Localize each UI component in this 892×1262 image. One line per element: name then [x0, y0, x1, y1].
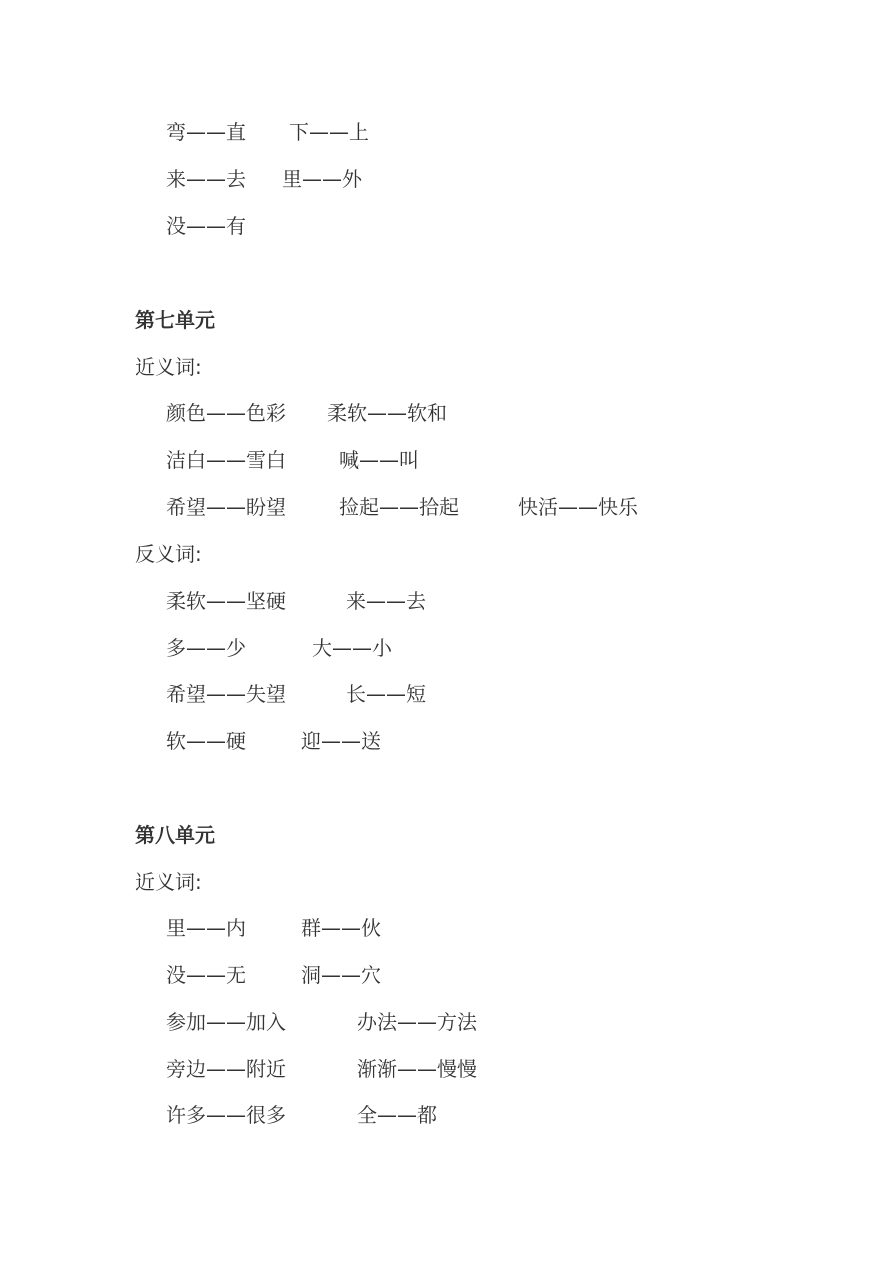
word-pair: 没——有	[166, 214, 246, 238]
word-pair: 参加——加入	[166, 1010, 286, 1034]
word-pair: 下——上	[289, 120, 369, 144]
word-pair: 里——外	[282, 167, 362, 191]
word-pair: 没——无	[166, 963, 246, 987]
word-pair: 群——伙	[301, 916, 381, 940]
word-pair: 颜色——色彩	[166, 401, 286, 425]
word-pair: 全——都	[357, 1103, 437, 1127]
word-pair: 来——去	[166, 167, 246, 191]
word-pair: 里——内	[166, 916, 246, 940]
word-pair: 大——小	[312, 636, 392, 660]
synonyms-label: 近义词:	[135, 355, 202, 379]
word-pair: 快活——快乐	[518, 495, 638, 519]
word-pair: 洞——穴	[301, 963, 381, 987]
word-pair: 柔软——坚硬	[166, 589, 286, 613]
word-pair: 旁边——附近	[166, 1057, 286, 1081]
word-pair: 办法——方法	[357, 1010, 477, 1034]
word-pair: 长——短	[346, 682, 426, 706]
unit-title: 第七单元	[135, 308, 215, 332]
word-pair: 捡起——拾起	[339, 495, 459, 519]
word-pair: 喊——叫	[339, 448, 419, 472]
word-pair: 希望——失望	[166, 682, 286, 706]
word-pair: 弯——直	[166, 120, 246, 144]
word-pair: 渐渐——慢慢	[357, 1057, 477, 1081]
word-pair: 许多——很多	[166, 1103, 286, 1127]
word-pair: 柔软——软和	[327, 401, 447, 425]
antonyms-label: 反义词:	[135, 542, 202, 566]
word-pair: 洁白——雪白	[166, 448, 286, 472]
word-pair: 来——去	[346, 589, 426, 613]
word-pair: 软——硬	[166, 729, 246, 753]
unit-title: 第八单元	[135, 823, 215, 847]
word-pair: 迎——送	[301, 729, 381, 753]
word-pair: 多——少	[166, 636, 246, 660]
synonyms-label: 近义词:	[135, 870, 202, 894]
word-pair: 希望——盼望	[166, 495, 286, 519]
